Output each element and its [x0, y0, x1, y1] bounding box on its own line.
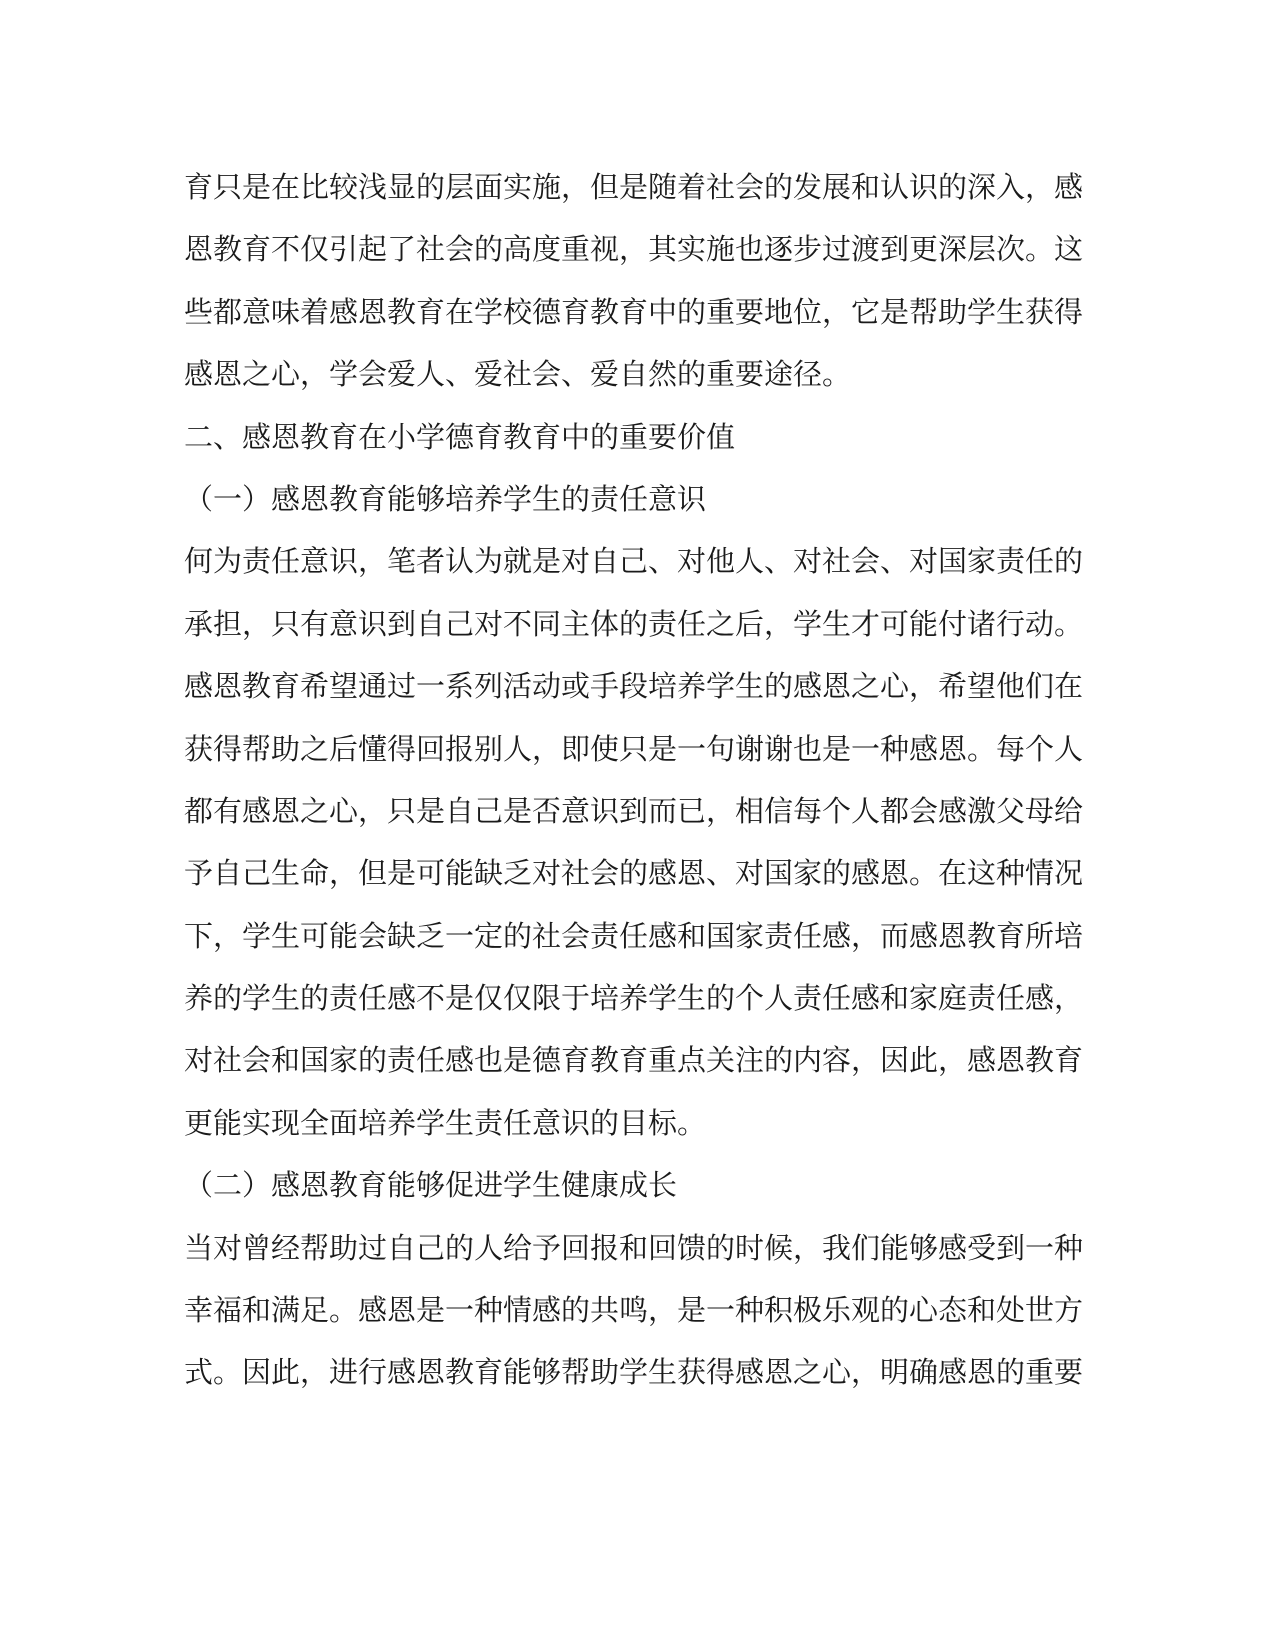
text-line: 获得帮助之后懂得回报别人，即使只是一句谢谢也是一种感恩。每个人: [184, 731, 1084, 766]
subsection-heading: （二）感恩教育能够促进学生健康成长: [184, 1168, 678, 1203]
document-body: [184, 156, 1084, 1404]
text-line: 些都意味着感恩教育在学校德育教育中的重要地位，它是帮助学生获得: [184, 294, 1084, 329]
text-line: 当对曾经帮助过自己的人给予回报和回馈的时候，我们能够感受到一种: [184, 1230, 1084, 1265]
text-line: 予自己生命，但是可能缺乏对社会的感恩、对国家的感恩。在这种情况: [184, 856, 1084, 891]
section-heading: 二、感恩教育在小学德育教育中的重要价值: [184, 419, 736, 454]
text-line: 幸福和满足。感恩是一种情感的共鸣，是一种积极乐观的心态和处世方: [184, 1293, 1084, 1328]
text-line: 育只是在比较浅显的层面实施，但是随着社会的发展和认识的深入，感: [184, 170, 1084, 204]
text-line: 何为责任意识，笔者认为就是对自己、对他人、对社会、对国家责任的: [184, 544, 1084, 579]
text-line: 养的学生的责任感不是仅仅限于培养学生的个人责任感和家庭责任感，: [184, 981, 1084, 1016]
text-line: 感恩教育希望通过一系列活动或手段培养学生的感恩之心，希望他们在: [184, 669, 1084, 704]
paragraph-end-line: 感恩之心，学会爱人、爱社会、爱自然的重要途径。: [184, 357, 852, 392]
text-line: 下，学生可能会缺乏一定的社会责任感和国家责任感，而感恩教育所培: [184, 918, 1084, 953]
text-line: 式。因此，进行感恩教育能够帮助学生获得感恩之心，明确感恩的重要: [184, 1355, 1084, 1390]
text-line: 都有感恩之心，只是自己是否意识到而已，相信每个人都会感激父母给: [184, 793, 1084, 828]
subsection-heading: （一）感恩教育能够培养学生的责任意识: [184, 481, 707, 516]
paragraph-end-line: 更能实现全面培养学生责任意识的目标。: [184, 1105, 707, 1140]
text-line: 恩教育不仅引起了社会的高度重视，其实施也逐步过渡到更深层次。这: [184, 232, 1084, 267]
text-line: 对社会和国家的责任感也是德育教育重点关注的内容，因此，感恩教育: [184, 1043, 1084, 1078]
text-line: 承担，只有意识到自己对不同主体的责任之后，学生才可能付诸行动。: [184, 606, 1084, 641]
